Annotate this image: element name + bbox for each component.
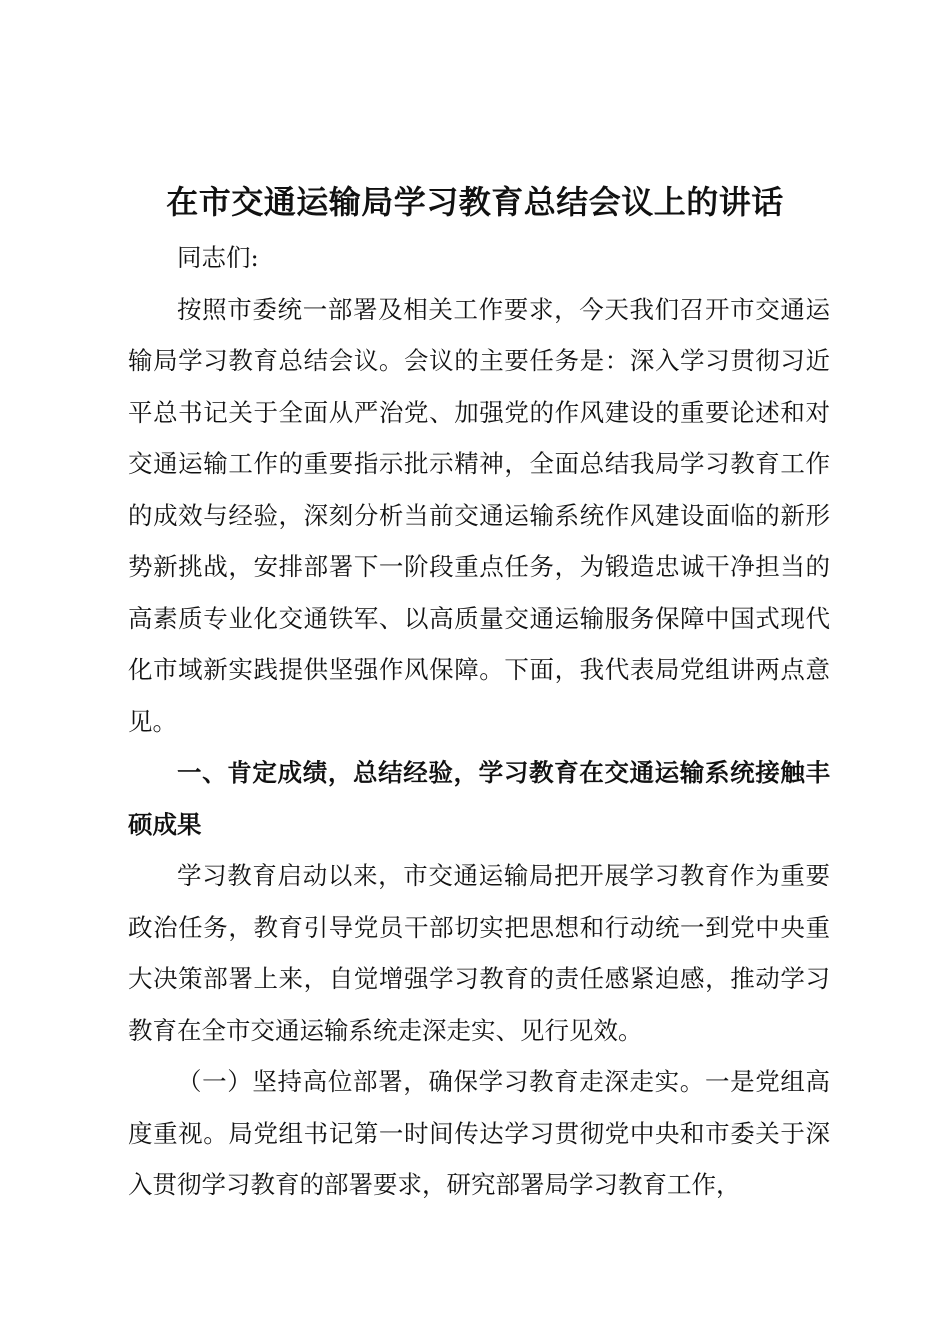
paragraph-section-1-intro: 学习教育启动以来，市交通运输局把开展学习教育作为重要政治任务，教育引导党员干部切实把思想和行动统一到党中央重大决策部署上来，自觉增强学习教育的责任感紧迫感，推动学习教育在全市交通运输系统走深走实、见行见效。 <box>128 861 830 1045</box>
paragraph-subsection-1: （一）坚持高位部署，确保学习教育走深走实。一是党组高度重视。局党组书记第一时间传达学习贯彻党中央和市委关于深入贯彻学习教育的部署要求，研究部署局学习教育工作， <box>128 1067 830 1199</box>
document-title: 在市交通运输局学习教育总结会议上的讲话 <box>166 183 784 221</box>
paragraph-intro: 按照市委统一部署及相关工作要求，今天我们召开市交通运输局学习教育总结会议。会议的主要任务是：深入学习贯彻习近平总书记关于全面从严治党、加强党的作风建设的重要论述和对交通运输工作的重要指示批示精神，全面总结我局学习教育工作的成效与经验，深刻分析当前交通运输系统作风建设面临的新形势新挑战，安排部署下一阶段重点任务，为锻造忠诚干净担当的高素质专业化交通铁军、以高质量交通运输服务保障中国式现代化市域新实践提供坚强作风保障。下面，我代表局党组讲两点意见。 <box>128 294 830 736</box>
document-body <box>128 232 830 1211</box>
salutation: 同志们: <box>177 243 259 272</box>
section-heading-1: 一、肯定成绩，总结经验，学习教育在交通运输系统接触丰硕成果 <box>128 758 830 839</box>
